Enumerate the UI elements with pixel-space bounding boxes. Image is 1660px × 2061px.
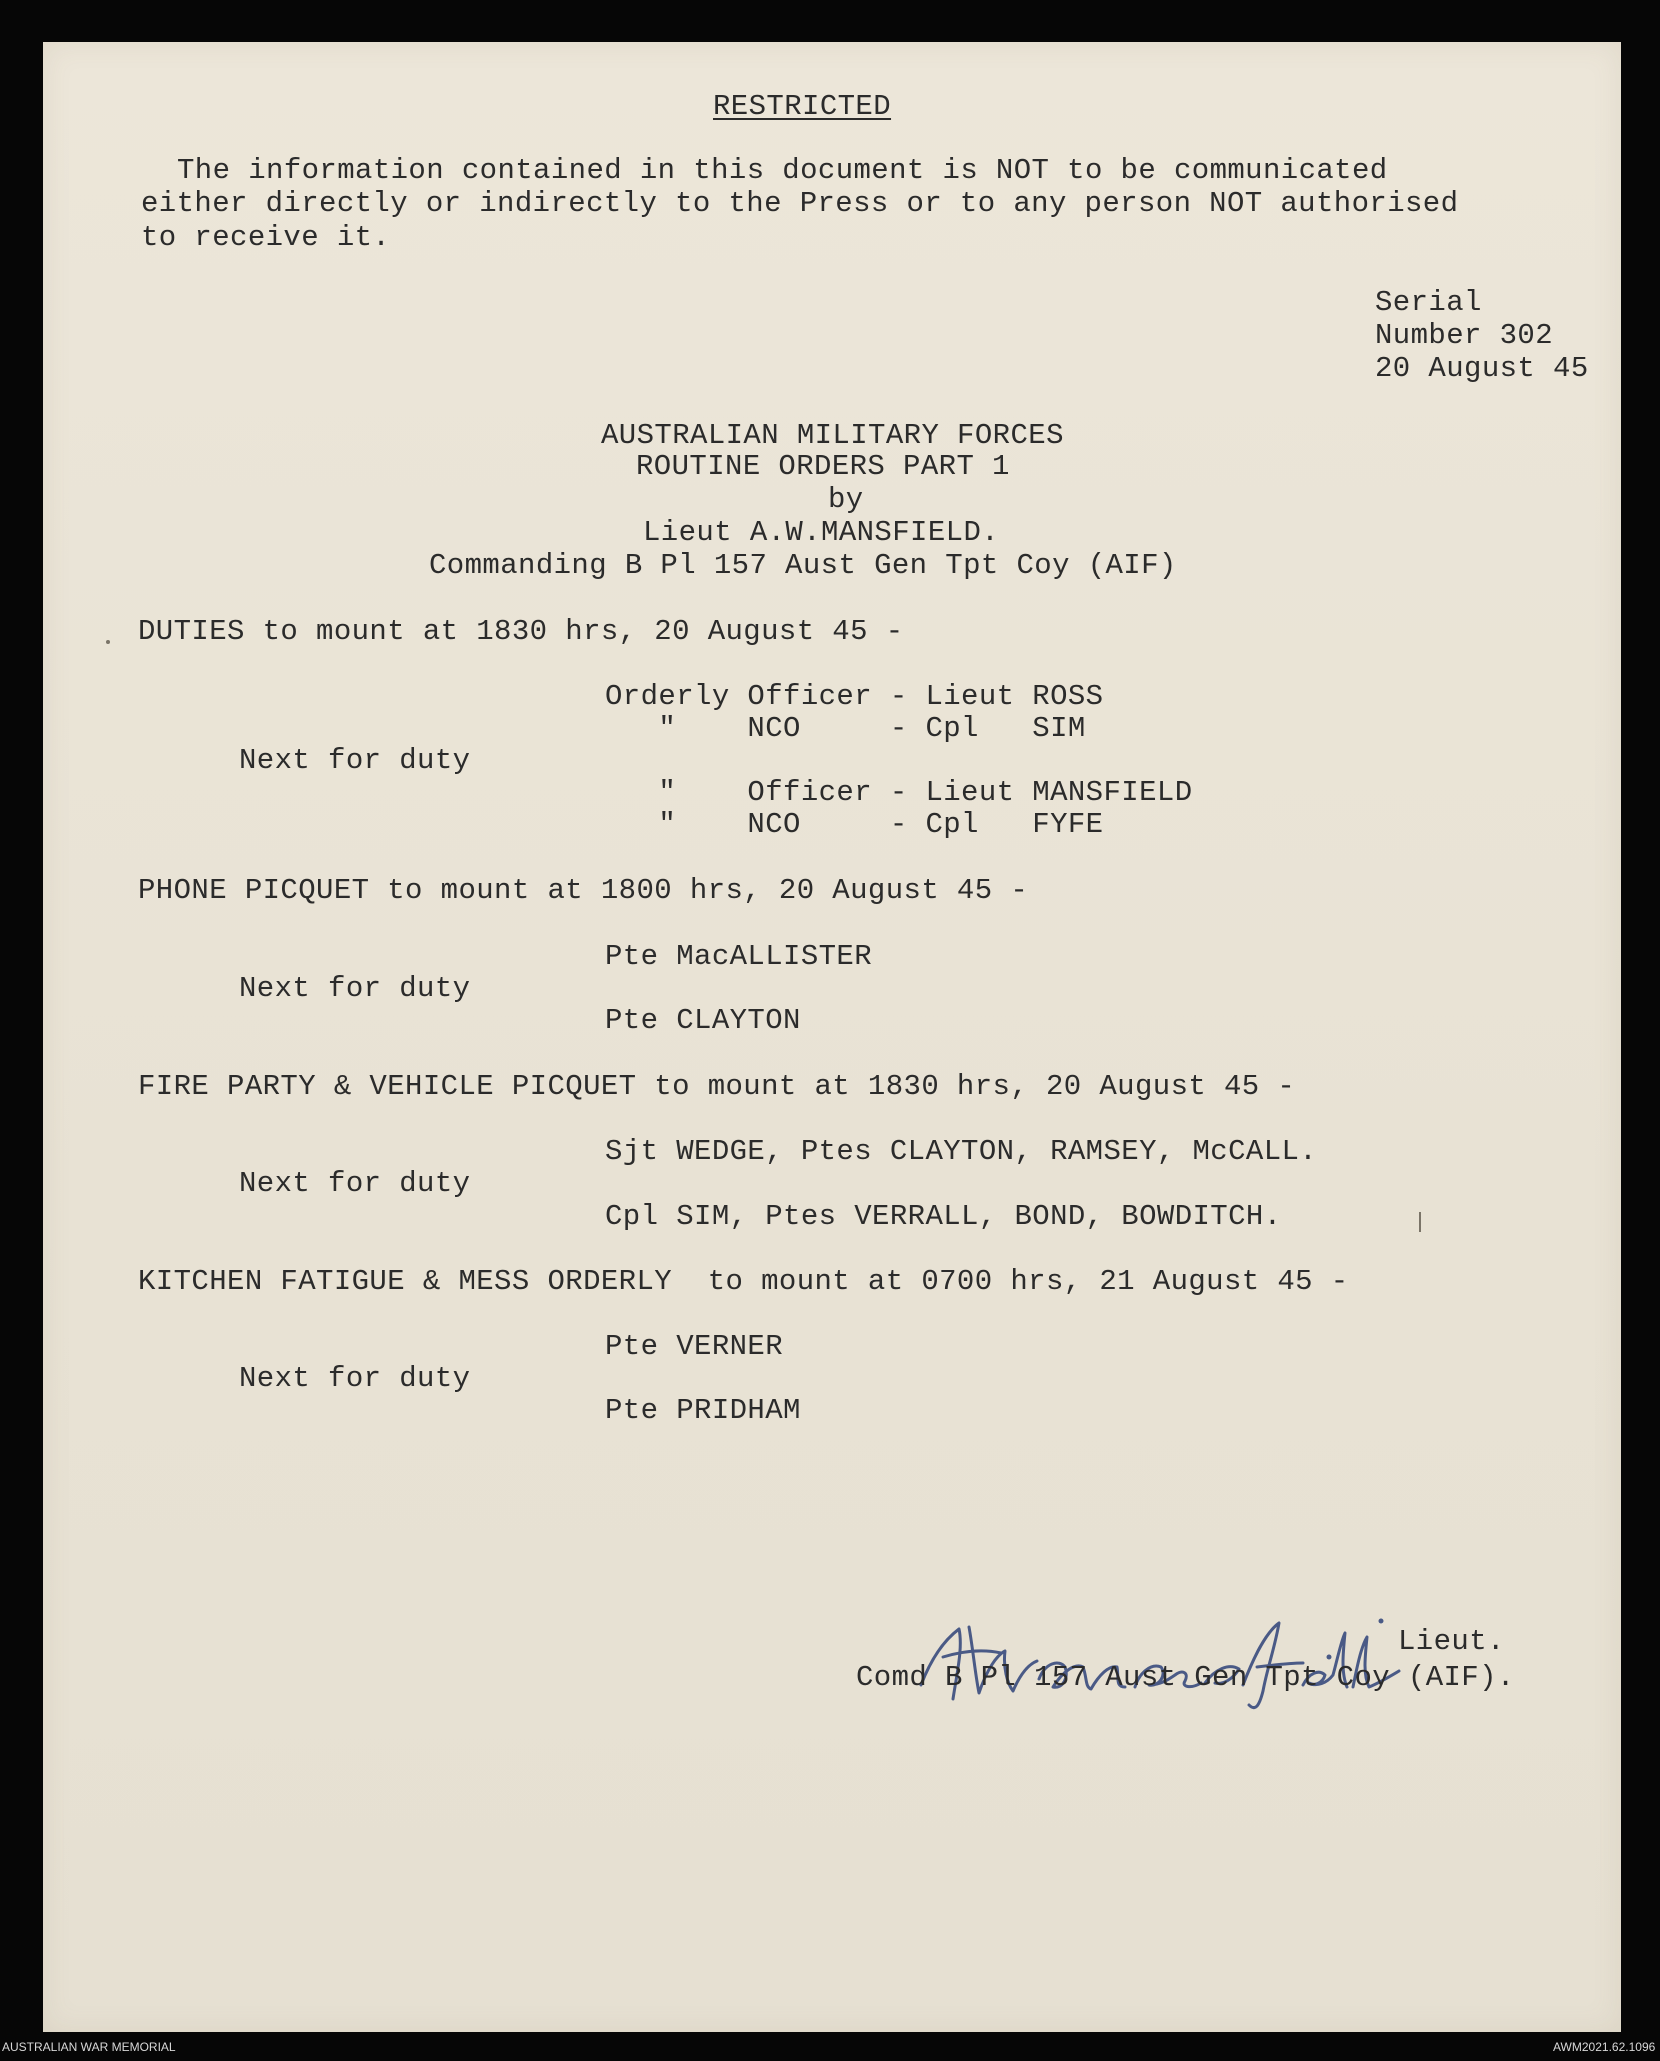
duties-next-label: Next for duty — [239, 744, 471, 777]
serial-date: 20 August 45 — [1375, 352, 1589, 385]
footer-accession-number: AWM2021.62.1096 — [1553, 2040, 1656, 2054]
title-line-3: by — [828, 483, 864, 516]
signatory-appointment: Comd B Pl 157 Aust Gen Tpt Coy (AIF). — [856, 1661, 1515, 1694]
duties-row-next-officer: " Officer - Lieut MANSFIELD — [605, 776, 1193, 809]
phone-picquet-next: Pte CLAYTON — [605, 1004, 801, 1037]
notice-line-2: either directly or indirectly to the Press or to any person NOT authorised — [141, 187, 1459, 220]
fire-party-current: Sjt WEDGE, Ptes CLAYTON, RAMSEY, McCALL. — [605, 1135, 1318, 1168]
title-line-1: AUSTRALIAN MILITARY FORCES — [601, 419, 1064, 452]
kitchen-next-label: Next for duty — [239, 1362, 471, 1395]
serial-label: Serial — [1375, 286, 1482, 319]
stray-mark — [106, 640, 110, 644]
serial-number: Number 302 — [1375, 319, 1554, 352]
kitchen-current: Pte VERNER — [605, 1330, 784, 1363]
classification-label: RESTRICTED — [713, 90, 892, 123]
duties-heading: DUTIES to mount at 1830 hrs, 20 August 45 - — [138, 615, 904, 648]
title-line-2: ROUTINE ORDERS PART 1 — [636, 450, 1010, 483]
signatory-rank: Lieut. — [1398, 1625, 1505, 1658]
title-line-5: Commanding B Pl 157 Aust Gen Tpt Coy (AIF) — [429, 549, 1177, 582]
duties-row-next-nco: " NCO - Cpl FYFE — [605, 808, 1104, 841]
notice-line-3: to receive it. — [141, 221, 391, 254]
footer-institution: AUSTRALIAN WAR MEMORIAL — [2, 2040, 176, 2054]
phone-picquet-next-label: Next for duty — [239, 972, 471, 1005]
phone-picquet-current: Pte MacALLISTER — [605, 940, 873, 973]
fire-party-next-label: Next for duty — [239, 1167, 471, 1200]
duties-row-nco: " NCO - Cpl SIM — [605, 712, 1086, 745]
document-page — [43, 42, 1621, 2032]
notice-line-1: The information contained in this document is NOT to be communicated — [177, 154, 1388, 187]
title-line-4: Lieut A.W.MANSFIELD. — [643, 516, 1000, 549]
fire-party-next: Cpl SIM, Ptes VERRALL, BOND, BOWDITCH. — [605, 1200, 1282, 1233]
kitchen-heading: KITCHEN FATIGUE & MESS ORDERLY to mount at 0700 hrs, 21 August 45 - — [138, 1265, 1349, 1298]
kitchen-next: Pte PRIDHAM — [605, 1394, 801, 1427]
fire-party-heading: FIRE PARTY & VEHICLE PICQUET to mount at 1830 hrs, 20 August 45 - — [138, 1070, 1296, 1103]
phone-picquet-heading: PHONE PICQUET to mount at 1800 hrs, 20 August 45 - — [138, 874, 1029, 907]
duties-row-orderly-officer: Orderly Officer - Lieut ROSS — [605, 680, 1104, 713]
stray-mark — [1419, 1212, 1421, 1232]
